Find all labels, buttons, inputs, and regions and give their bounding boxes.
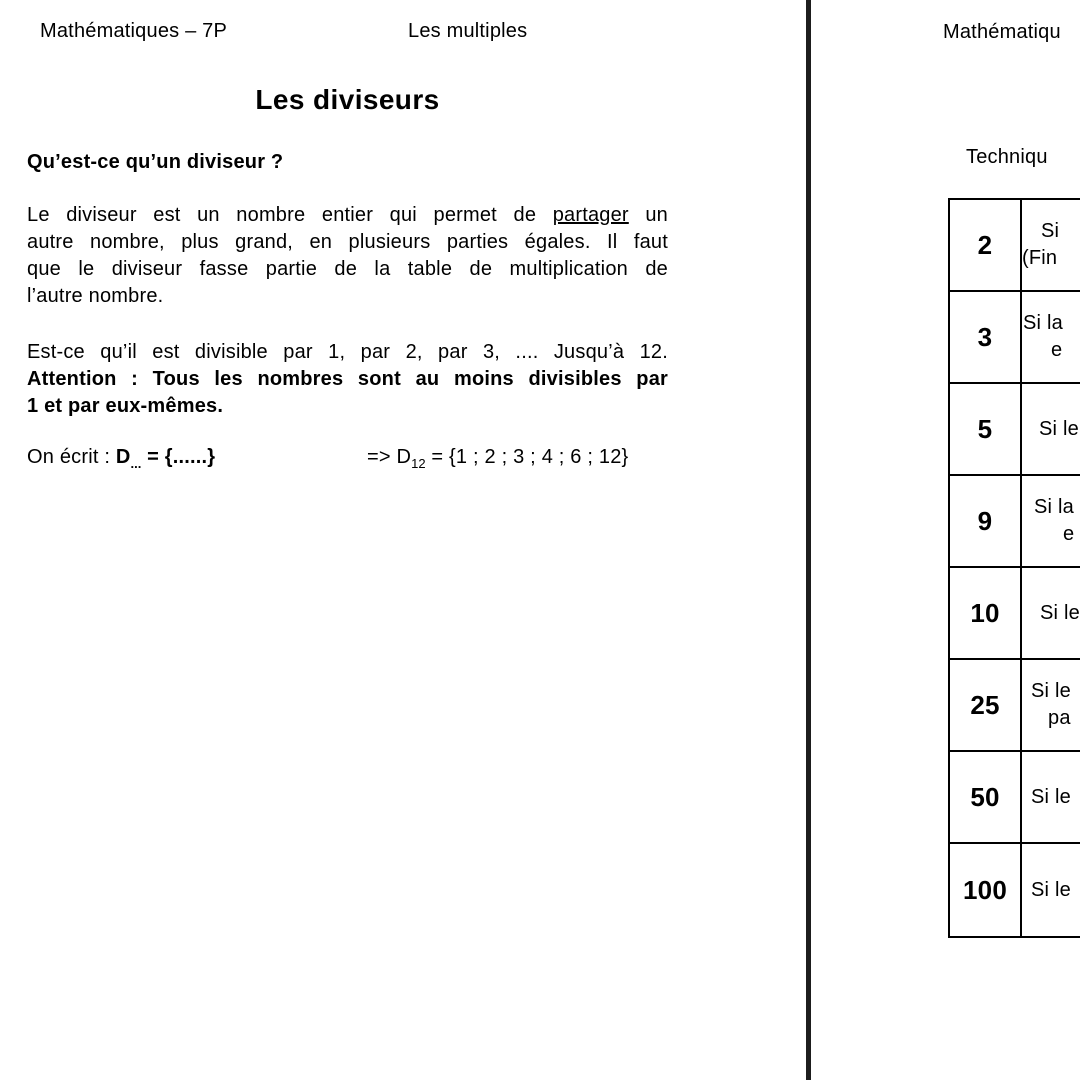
rule-line: Si xyxy=(1041,220,1060,242)
divisor-cell: 50 xyxy=(950,752,1022,842)
divisor-cell: 2 xyxy=(950,200,1022,290)
header-topic-label: Les multiples xyxy=(408,20,528,42)
divisor-cell: 3 xyxy=(950,292,1022,382)
divisor-cell: 9 xyxy=(950,476,1022,566)
rule-line: Si le xyxy=(1040,601,1080,624)
divisor-cell: 25 xyxy=(950,660,1022,750)
table-row xyxy=(950,292,1080,384)
divisor-cell: 10 xyxy=(950,568,1022,658)
header-course-label-right: Mathématiqu xyxy=(943,21,1061,43)
text-run: On écrit : xyxy=(27,446,116,468)
rule-line: Si le xyxy=(1031,785,1071,808)
rule-cell xyxy=(1022,568,1080,658)
notation-line xyxy=(27,446,629,471)
paragraph-line-bold: 1 et par eux-mêmes. xyxy=(27,395,224,417)
rule-cell xyxy=(1022,292,1080,382)
rule-cell xyxy=(1022,844,1080,936)
divisor-set-symbol: D xyxy=(115,446,131,468)
paragraph-line-bold: Attention : Tous les nombres sont au moins divisibles par xyxy=(27,368,668,390)
paragraph-line xyxy=(27,202,668,229)
example-subscript: 12 xyxy=(411,456,426,471)
table-row xyxy=(950,660,1080,752)
section-heading-right: Techniqu xyxy=(966,146,1048,168)
notation-example xyxy=(367,446,628,469)
text-run: Le diviseur est un nombre entier qui permet de xyxy=(27,204,553,226)
example-set: = {1 ; 2 ; 3 ; 4 ; 6 ; 12} xyxy=(425,446,629,468)
paragraph-line: autre nombre, plus grand, en plusieurs parties égales. Il faut xyxy=(27,231,668,253)
table-row xyxy=(950,844,1080,936)
divisibility-paragraph xyxy=(27,339,668,420)
table-row xyxy=(950,568,1080,660)
notation-definition xyxy=(27,446,216,471)
underlined-word: partager xyxy=(552,204,629,226)
rule-line: Si la xyxy=(1023,312,1063,334)
divisor-cell: 5 xyxy=(950,384,1022,474)
paragraph-line: Est-ce qu’il est divisible par 1, par 2, par 3, .... Jusqu’à 12. xyxy=(27,341,668,363)
rule-line: e xyxy=(1063,523,1075,545)
rule-line: Si le xyxy=(1031,680,1071,702)
rule-line: Si la xyxy=(1034,496,1074,518)
page-divider xyxy=(806,0,811,1080)
table-row xyxy=(950,752,1080,844)
divisor-set-braces: = {......} xyxy=(141,446,216,468)
table-row xyxy=(950,384,1080,476)
rule-line: pa xyxy=(1048,707,1071,729)
rule-cell xyxy=(1022,660,1080,750)
table-row xyxy=(950,200,1080,292)
text-run: => D xyxy=(367,446,412,468)
definition-paragraph xyxy=(27,202,668,310)
rule-cell xyxy=(1022,752,1080,842)
paragraph-line: l’autre nombre. xyxy=(27,285,164,307)
rule-cell xyxy=(1022,476,1080,566)
rule-line: e xyxy=(1051,339,1063,361)
divisor-cell: 100 xyxy=(950,844,1022,936)
rule-cell xyxy=(1022,384,1080,474)
paragraph-line: que le diviseur fasse partie de la table de multiplication de xyxy=(27,258,668,280)
table-row xyxy=(950,476,1080,568)
rule-cell xyxy=(1022,200,1080,290)
rule-line: Si le xyxy=(1039,417,1079,440)
rule-line: (Fin xyxy=(1022,247,1058,269)
divisibility-rules-table xyxy=(948,198,1080,938)
rule-line: Si le xyxy=(1031,878,1071,901)
section-heading: Qu’est-ce qu’un diviseur ? xyxy=(27,151,284,173)
page-title: Les diviseurs xyxy=(255,84,440,115)
header-course-label: Mathématiques – 7P xyxy=(40,20,228,42)
divisor-set-subscript: ... xyxy=(130,456,142,471)
text-run: un xyxy=(628,204,668,226)
